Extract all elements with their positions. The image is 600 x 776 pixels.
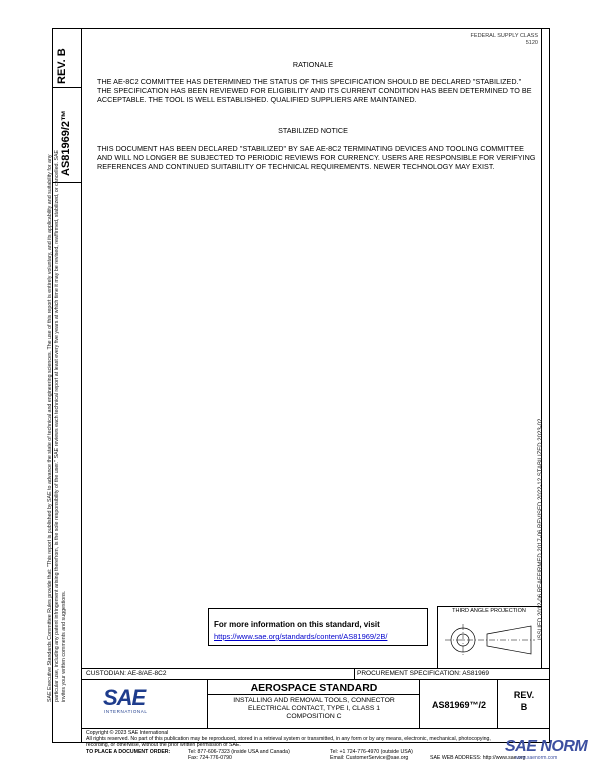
side-disclaimer: SAE Executive Standards Committee Rules provide that: "This report is published by SAE to advance the state of technical and engineering sciences. The use of this report is entirely voluntary, and its applicability and suitability for any particular use, including any patent infringement arising therefrom, is the sole responsibility of the user." SAE reviews each technical report at least every five years at which time it may be revised, reaffirmed, stabilized, or cancelled. SAE invites your written comments and suggestions. [47, 149, 67, 702]
standard-link[interactable]: https://www.sae.org/standards/content/AS81969/2B/ [214, 632, 388, 641]
watermark-sub: www.saenorm.com [515, 755, 558, 761]
title-rule [208, 694, 420, 695]
fed-code-line: FEDERAL SUPPLY CLASS [470, 33, 538, 39]
fed-code-line: 5120 [525, 40, 538, 46]
copyright: Copyright © 2023 SAE International [86, 730, 169, 736]
title-line: INSTALLING AND REMOVAL TOOLS, CONNECTOR [233, 697, 395, 704]
tel-usa: Tel: 877-606-7323 (inside USA and Canada) [188, 749, 290, 755]
watermark: SAE NORM [505, 738, 588, 755]
title-line: ELECTRICAL CONTACT, TYPE I, CLASS 1 [247, 705, 381, 712]
standard-type: AEROSPACE STANDARD [250, 682, 378, 694]
rationale-text: THE AE-8C2 COMMITTEE HAS DETERMINED THE STATUS OF THIS SPECIFICATION SHOULD BE DECLARED "STABILIZED." THE SPECIFICATION HAS BEEN REVIEWED FOR ELIGIBILITY AND ITS CURRENT CONDITION HAS BEEN DETERMINED TO BE ACCEPTABLE. THE TOOL IS WELL ESTABLISHED. QUALIFIED SUPPLIERS ARE MAINTAINED. [97, 77, 532, 104]
sae-logo-sub: INTERNATIONAL [104, 709, 148, 714]
rev-value-block: B [520, 702, 528, 712]
rev-label: REV. [56, 59, 68, 84]
rev-value: B [56, 48, 68, 57]
status-dates: ISSUED 2012-06 REAFFIRMED 2017-06 REVISED 2022-12 STABILIZED 2023-02 [538, 418, 544, 640]
bottom-rule [82, 728, 550, 729]
fax: Fax: 724-776-0790 [188, 755, 232, 761]
rationale-heading: RATIONALE [292, 60, 334, 69]
doc-number: AS81969™/2 [431, 700, 487, 710]
email: Email: CustomerService@sae.org [330, 755, 409, 761]
third-angle-projection-icon [443, 618, 537, 662]
federal-supply-class [420, 33, 538, 47]
document-title [212, 697, 416, 721]
title-line: COMPOSITION C [286, 713, 342, 720]
rights-notice-2: recording, or otherwise, without the prior written permission of SAE. [86, 742, 241, 748]
sae-logo: SAE [103, 685, 146, 710]
rev-vertical [56, 48, 68, 84]
order-label: TO PLACE A DOCUMENT ORDER: [86, 749, 171, 755]
stabilized-text: THIS DOCUMENT HAS BEEN DECLARED "STABILIZED" BY SAE AE-8C2 TERMINATING DEVICES AND TOOLING COMMITTEE AND WILL NO LONGER BE SUBJECTED TO PERIODIC REVIEWS FOR CURRENCY. USERS ARE RESPONSIBLE FOR VERIFYING REFERENCES AND CONTINUED SUITABILITY OF TECHNICAL REQUIREMENTS. NEWER TECHNOLOGY MAY EXIST. [97, 144, 536, 171]
stabilized-heading: STABILIZED NOTICE [278, 126, 348, 135]
projection-label: THIRD ANGLE PROJECTION [452, 608, 526, 614]
info-text: For more information on this standard, visit [214, 620, 380, 629]
web-address[interactable]: SAE WEB ADDRESS: http://www.sae.org [430, 755, 526, 761]
tel-intl: Tel: +1 724-776-4970 (outside USA) [330, 749, 413, 755]
divider [354, 668, 355, 680]
procurement-spec: PROCUREMENT SPECIFICATION: AS81969 [357, 670, 489, 677]
rev-label-block: REV. [513, 690, 535, 700]
rights-notice: All rights reserved. No part of this publication may be reproduced, stored in a retrieval system or transmitted, in any form or by any means, electronic, mechanical, photocopying, [86, 736, 491, 742]
custodian: CUSTODIAN: AE-8/AE-8C2 [86, 670, 167, 677]
doc-number-vertical: AS81969/2™ [60, 109, 72, 176]
